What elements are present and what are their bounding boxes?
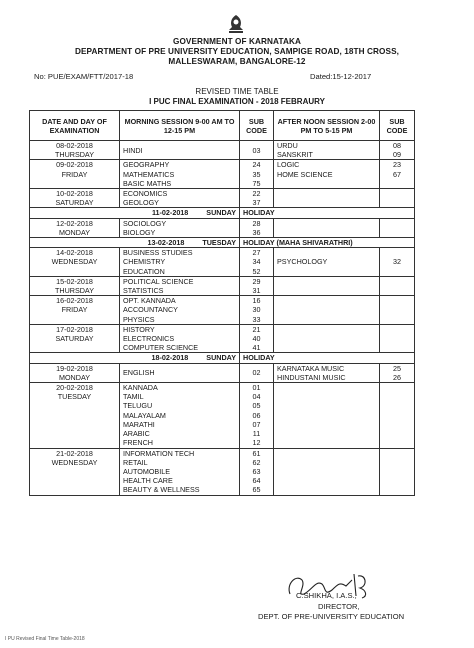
afternoon-codes-cell	[380, 296, 415, 325]
afternoon-subject: LOGIC	[277, 160, 300, 170]
morning-subject-code: 35	[252, 169, 261, 179]
morning-subject-code: 31	[252, 286, 261, 296]
morning-subject-code: 41	[252, 343, 261, 353]
morning-subject-code: 24	[252, 160, 261, 170]
afternoon-subjects-cell	[274, 296, 380, 325]
afternoon-codes-cell	[380, 448, 415, 495]
signatory-department: DEPT. OF PRE-UNIVERSITY EDUCATION	[258, 612, 405, 621]
morning-subject: AUTOMOBILE	[123, 466, 170, 476]
morning-subject-code: 22	[252, 189, 261, 199]
exam-date-cell	[30, 363, 120, 382]
morning-codes-cell	[240, 248, 274, 277]
exam-day-row	[30, 448, 415, 495]
holiday-date-text: 13-02-2018	[147, 238, 185, 248]
morning-subject-code: 11	[252, 429, 261, 439]
morning-subject: EDUCATION	[123, 266, 165, 276]
morning-subject: HINDI	[123, 145, 143, 155]
morning-subjects-cell	[120, 324, 240, 353]
morning-subject: INFORMATION TECH	[123, 448, 195, 458]
morning-subject: POLITICAL SCIENCE	[123, 276, 194, 286]
exam-date-cell	[30, 189, 120, 208]
exam-day-row	[30, 189, 415, 208]
morning-subject: STATISTICS	[123, 286, 164, 296]
morning-subject: OPT. KANNADA	[123, 296, 176, 306]
exam-date-cell	[30, 276, 120, 295]
signatory-name: C.SHIKHA, I.A.S.,	[296, 591, 357, 600]
morning-codes-cell	[240, 276, 274, 295]
exam-date: 19-02-2018	[56, 363, 93, 373]
morning-subject-code: 34	[252, 257, 261, 267]
afternoon-subject-code: 26	[393, 372, 401, 382]
afternoon-subject: KARNATAKA MUSIC	[277, 363, 345, 373]
morning-subject: ARABIC	[123, 429, 150, 439]
exam-date: 20-02-2018	[56, 383, 93, 393]
afternoon-codes-cell	[380, 383, 415, 448]
afternoon-subject-code: 09	[393, 150, 401, 160]
exam-date: 16-02-2018	[56, 296, 93, 306]
exam-day-row	[30, 160, 415, 189]
morning-subject-code: 75	[252, 178, 261, 188]
revised-title: REVISED TIME TABLE	[195, 87, 279, 96]
exam-date: 15-02-2018	[56, 276, 93, 286]
morning-subject: GEOGRAPHY	[123, 160, 170, 170]
morning-subject: MATHEMATICS	[123, 169, 175, 179]
afternoon-codes-cell	[380, 141, 415, 160]
morning-subject-code: 37	[252, 198, 261, 208]
morning-subject-code: 02	[252, 368, 261, 378]
exam-day-row	[30, 296, 415, 325]
morning-subject-code: 64	[252, 476, 261, 486]
morning-subject-code: 33	[252, 314, 261, 324]
exam-date-cell	[30, 448, 120, 495]
morning-subject: MALAYALAM	[123, 410, 166, 420]
exam-date: 10-02-2018	[56, 189, 93, 199]
afternoon-subjects-cell	[274, 248, 380, 277]
morning-subject: SOCIOLOGY	[123, 218, 167, 228]
morning-subject: HISTORY	[123, 324, 155, 334]
afternoon-subjects-cell	[274, 363, 380, 382]
exam-day: TUESDAY	[57, 392, 92, 402]
holiday-date	[30, 238, 240, 248]
govt-title: GOVERNMENT OF KARNATAKA	[173, 37, 301, 46]
morning-codes-cell	[240, 189, 274, 208]
holiday-day-text: SUNDAY	[206, 353, 236, 363]
morning-subject: ELECTRONICS	[123, 334, 175, 344]
holiday-row	[30, 353, 415, 363]
morning-subject-code: 05	[252, 401, 261, 411]
exam-date: 14-02-2018	[56, 248, 93, 258]
afternoon-subjects-cell	[274, 276, 380, 295]
afternoon-subjects-cell	[274, 160, 380, 189]
afternoon-codes-cell	[380, 189, 415, 208]
afternoon-codes-cell	[380, 160, 415, 189]
morning-subject-code: 30	[252, 305, 261, 315]
morning-codes-cell	[240, 296, 274, 325]
afternoon-subjects-cell	[274, 189, 380, 208]
exam-day: SATURDAY	[55, 334, 94, 344]
exam-date-cell	[30, 324, 120, 353]
exam-date-cell	[30, 383, 120, 448]
col-afternoon-header: AFTER NOON SESSION 2-00 PM TO 5-15 PM	[274, 111, 380, 141]
morning-subject: ECONOMICS	[123, 189, 168, 199]
morning-subjects-cell	[120, 296, 240, 325]
exam-date: 17-02-2018	[56, 324, 93, 334]
afternoon-codes-cell	[380, 276, 415, 295]
exam-day-row	[30, 248, 415, 277]
morning-subject: FRENCH	[123, 438, 153, 448]
exam-day: WEDNESDAY	[51, 257, 98, 267]
afternoon-subjects-cell	[274, 324, 380, 353]
morning-subject-code: 01	[252, 383, 261, 393]
morning-subjects-cell	[120, 141, 240, 160]
dept-address: MALLESWARAM, BANGALORE-12	[168, 57, 306, 66]
col-subcode2-header: SUB CODE	[380, 111, 415, 141]
morning-subject: KANNADA	[123, 383, 158, 393]
morning-codes-cell	[240, 141, 274, 160]
afternoon-subject: SANSKRIT	[277, 150, 313, 160]
afternoon-subjects-cell	[274, 448, 380, 495]
holiday-label: HOLIDAY	[240, 353, 415, 363]
col-morning-header: MORNING SESSION 9-00 AM TO 12-15 PM	[120, 111, 240, 141]
morning-subject-code: 29	[252, 276, 261, 286]
exam-date-cell	[30, 218, 120, 237]
holiday-label: HOLIDAY	[240, 208, 415, 218]
dated: Dated:15-12-2017	[310, 72, 372, 81]
exam-date-cell	[30, 296, 120, 325]
exam-date-cell	[30, 141, 120, 160]
morning-subject: MARATHI	[123, 419, 155, 429]
morning-codes-cell	[240, 448, 274, 495]
afternoon-codes-cell	[380, 363, 415, 382]
morning-subject: RETAIL	[123, 457, 148, 467]
exam-date: 12-02-2018	[56, 218, 93, 228]
morning-subjects-cell	[120, 448, 240, 495]
morning-subject: TAMIL	[123, 392, 144, 402]
exam-timetable	[29, 110, 415, 496]
exam-day: FRIDAY	[61, 305, 88, 315]
karnataka-emblem-icon	[225, 14, 247, 34]
exam-day: FRIDAY	[61, 169, 88, 179]
morning-subject-code: 12	[252, 438, 261, 448]
morning-subjects-cell	[120, 189, 240, 208]
exam-date: 08-02-2018	[56, 141, 93, 150]
afternoon-subject-code: 23	[393, 160, 401, 170]
morning-subject-code: 27	[252, 248, 261, 258]
morning-subject: ACCOUNTANCY	[123, 305, 178, 315]
morning-subject-code: 06	[252, 410, 261, 420]
morning-subject: ENGLISH	[123, 368, 155, 378]
exam-day-row	[30, 141, 415, 160]
morning-subjects-cell	[120, 248, 240, 277]
exam-day: MONDAY	[58, 372, 90, 382]
holiday-row	[30, 208, 415, 218]
col-date-header: DATE AND DAY OF EXAMINATION	[30, 111, 120, 141]
afternoon-codes-cell	[380, 324, 415, 353]
morning-subjects-cell	[120, 363, 240, 382]
morning-codes-cell	[240, 324, 274, 353]
morning-subject-code: 63	[252, 466, 261, 476]
holiday-date	[30, 208, 240, 218]
exam-day-row	[30, 363, 415, 382]
afternoon-subject: PSYCHOLOGY	[277, 257, 328, 267]
morning-subject-code: 65	[252, 485, 261, 495]
holiday-date-text: 11-02-2018	[151, 208, 189, 218]
afternoon-subjects-cell	[274, 141, 380, 160]
director-signature	[282, 566, 372, 606]
holiday-row	[30, 238, 415, 248]
afternoon-subjects-cell	[274, 218, 380, 237]
afternoon-subject: HOME SCIENCE	[277, 169, 333, 179]
morning-subjects-cell	[120, 276, 240, 295]
afternoon-subject: URDU	[277, 141, 298, 150]
morning-subject-code: 21	[252, 324, 261, 334]
afternoon-subject-code: 25	[393, 363, 401, 373]
morning-subject-code: 52	[252, 266, 261, 276]
afternoon-codes-cell	[380, 248, 415, 277]
exam-day: WEDNESDAY	[51, 457, 98, 467]
morning-codes-cell	[240, 363, 274, 382]
afternoon-subjects-cell	[274, 383, 380, 448]
afternoon-subject-code: 32	[393, 257, 401, 267]
morning-subject-code: 04	[252, 392, 261, 402]
reference-number: No: PUE/EXAM/FTT/2017-18	[34, 72, 134, 81]
footer-filename: I PU Revised Final Time Table-2018	[5, 636, 85, 642]
morning-subject-code: 03	[252, 145, 261, 155]
morning-subject: PHYSICS	[123, 314, 155, 324]
signatory-title: DIRECTOR,	[318, 602, 360, 611]
morning-codes-cell	[240, 383, 274, 448]
morning-subject: BEAUTY & WELLNESS	[123, 485, 200, 495]
morning-subject: GEOLOGY	[123, 198, 159, 208]
exam-day: MONDAY	[58, 227, 90, 237]
col-subcode-header: SUB CODE	[240, 111, 274, 141]
holiday-day-text: SUNDAY	[206, 208, 236, 218]
exam-day-row	[30, 324, 415, 353]
exam-day-row	[30, 276, 415, 295]
morning-subject: HEALTH CARE	[123, 476, 173, 486]
holiday-label: HOLIDAY (MAHA SHIVARATHRI)	[240, 238, 415, 248]
exam-date: 09-02-2018	[56, 160, 93, 170]
exam-day-row	[30, 218, 415, 237]
dept-title: DEPARTMENT OF PRE UNIVERSITY EDUCATION, SAMPIGE ROAD, 18TH CROSS,	[74, 47, 400, 56]
afternoon-codes-cell	[380, 218, 415, 237]
morning-codes-cell	[240, 218, 274, 237]
exam-day: THURSDAY	[54, 150, 94, 160]
morning-subjects-cell	[120, 383, 240, 448]
morning-subject: BASIC MATHS	[123, 178, 172, 188]
afternoon-subject: HINDUSTANI MUSIC	[277, 372, 346, 382]
exam-day-row	[30, 383, 415, 448]
exam-date-cell	[30, 160, 120, 189]
morning-subject-code: 07	[252, 419, 261, 429]
exam-date: 21-02-2018	[56, 448, 93, 458]
morning-subject-code: 36	[252, 227, 261, 237]
morning-subjects-cell	[120, 160, 240, 189]
morning-subjects-cell	[120, 218, 240, 237]
morning-subject: CHEMISTRY	[123, 257, 166, 267]
morning-subject: BIOLOGY	[123, 227, 156, 237]
exam-day: THURSDAY	[54, 286, 94, 296]
morning-subject-code: 16	[252, 296, 261, 306]
holiday-date	[30, 353, 240, 363]
morning-subject: BUSINESS STUDIES	[123, 248, 193, 258]
morning-subject-code: 28	[252, 218, 261, 228]
morning-subject-code: 40	[252, 334, 261, 344]
exam-date-cell	[30, 248, 120, 277]
morning-codes-cell	[240, 160, 274, 189]
exam-day: SATURDAY	[55, 198, 94, 208]
afternoon-subject-code: 67	[393, 169, 401, 179]
holiday-date-text: 18-02-2018	[151, 353, 189, 363]
morning-subject-code: 61	[252, 448, 261, 458]
afternoon-subject-code: 08	[393, 141, 401, 150]
exam-title: I PUC FINAL EXAMINATION - 2018 FEBRAURY	[149, 97, 325, 106]
morning-subject-code: 62	[252, 457, 261, 467]
morning-subject: COMPUTER SCIENCE	[123, 343, 199, 353]
holiday-day-text: TUESDAY	[202, 238, 236, 248]
morning-subject: TELUGU	[123, 401, 153, 411]
